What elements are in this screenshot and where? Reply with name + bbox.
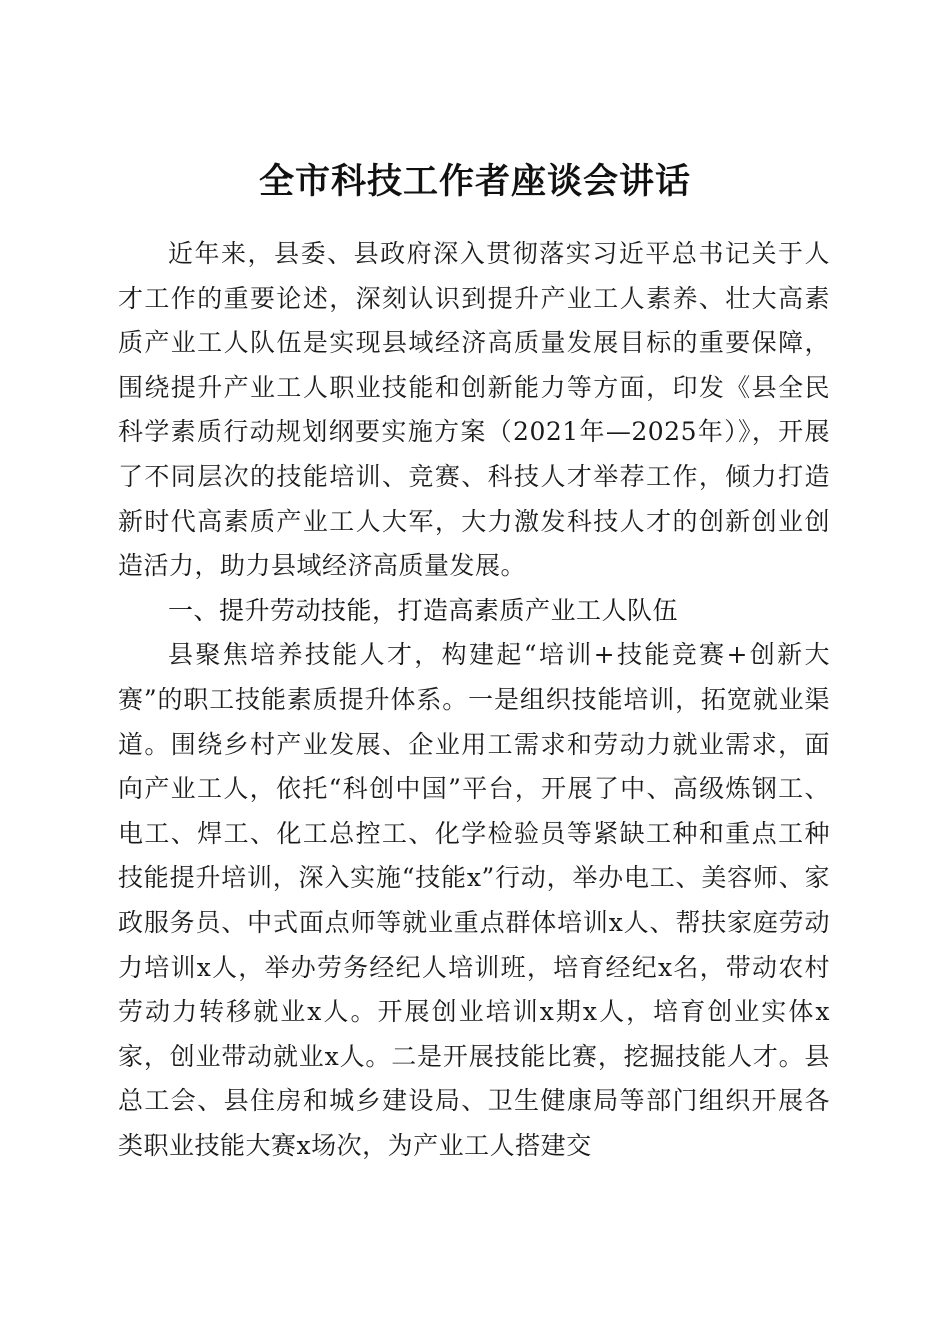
intro-paragraph: 近年来，县委、县政府深入贯彻落实习近平总书记关于人才工作的重要论述，深刻认识到提升产业工人素养、壮大高素质产业工人队伍是实现县域经济高质量发展目标的重要保障，围绕提升产业工人职业技能和创新能力等方面，印发《县全民科学素质行动规划纲要实施方案（2021年—2025年）》，开展了不同层次的技能培训、竞赛、科技人才举荐工作，倾力打造新时代高素质产业工人大军，大力激发科技人才的创新创业创造活力，助力县域经济高质量发展。: [118, 239, 830, 581]
section-heading: 一、提升劳动技能，打造高素质产业工人队伍: [168, 595, 679, 625]
section-paragraph: 县聚焦培养技能人才，构建起“培训+技能竞赛+创新大赛”的职工技能素质提升体系。一是组织技能培训，拓宽就业渠道。围绕乡村产业发展、企业用工需求和劳动力就业需求，面向产业工人，依托“科创中国”平台，开展了中、高级炼钢工、电工、焊工、化工总控工、化学检验员等紧缺工种和重点工种技能提升培训，深入实施“技能x”行动，举办电工、美容师、家政服务员、中式面点师等就业重点群体培训x人、帮扶家庭劳动力培训x人，举办劳务经纪人培训班，培育经纪x名，带动农村劳动力转移就业x人。开展创业培训x期x人，培育创业实体x家，创业带动就业x人。二是开展技能比赛，挖掘技能人才。县总工会、县住房和城乡建设局、卫生健康局等部门组织开展各类职业技能大赛x场次，为产业工人搭建交: [118, 640, 830, 1160]
document-title: 全市科技工作者座谈会讲话: [258, 161, 691, 203]
document-body: [118, 232, 830, 1168]
